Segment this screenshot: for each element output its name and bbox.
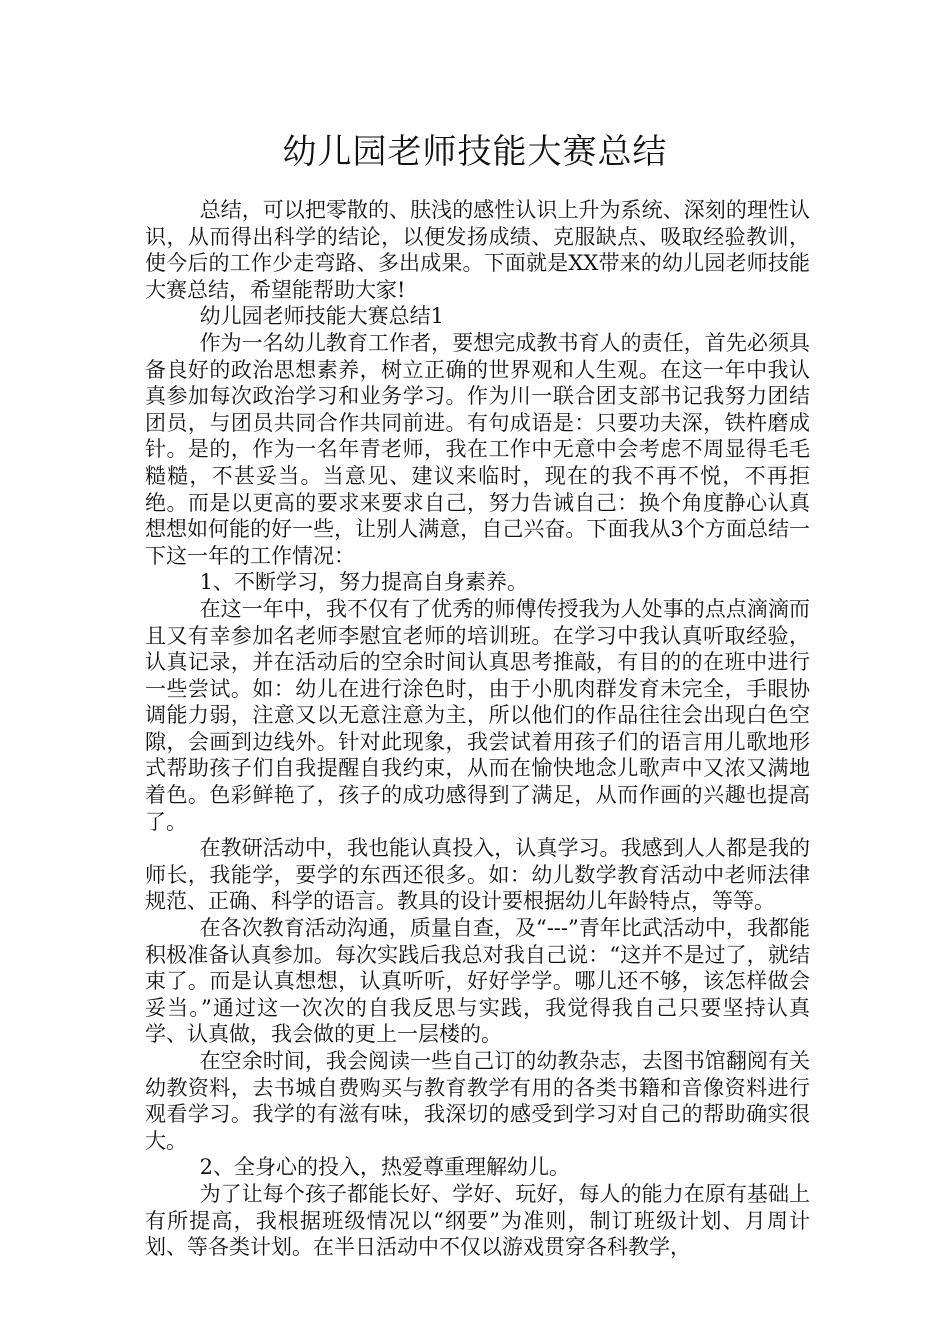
document-title: 幼儿园老师技能大赛总结	[282, 132, 668, 172]
document-body	[145, 197, 810, 1261]
paragraph: 在各次教育活动沟通，质量自查，及“---”青年比武活动中，我都能积极准备认真参加。每次实践后我总对我自己说：“这并不是过了，就结束了。而是认真想想，认真听听，好好学学。哪儿还不够，该怎样做会妥当。”通过这一次次的自我反思与实践，我觉得我自己只要坚持认真学、认真做，我会做的更上一层楼的。	[145, 916, 810, 1047]
subsection-heading: 2、全身心的投入，热爱尊重理解幼儿。	[199, 1155, 570, 1180]
paragraph: 在这一年中，我不仅有了优秀的师傅传授我为人处事的点点滴滴而且又有幸参加名老师李慰宜老师的培训班。在学习中我认真听取经验，认真记录，并在活动后的空余时间认真思考推敲，有目的的在班中进行一些尝试。如：幼儿在进行涂色时，由于小肌肉群发育未完全，手眼协调能力弱，注意又以无意注意为主，所以他们的作品往往会出现白色空隙，会画到边线外。针对此现象，我尝试着用孩子们的语言用儿歌地形式帮助孩子们自我提醒自我约束，从而在愉快地念儿歌声中又浓又满地着色。色彩鲜艳了，孩子的成功感得到了满足，从而作画的兴趣也提高了。	[145, 596, 810, 834]
subsection-heading: 1、不断学习，努力提高自身素养。	[199, 570, 528, 595]
paragraph: 在空余时间，我会阅读一些自己订的幼教杂志，去图书馆翻阅有关幼教资料，去书城自费购买与教育教学有用的各类书籍和音像资料进行观看学习。我学的有滋有味，我深切的感受到学习对自己的帮助确实很大。	[145, 1049, 810, 1153]
paragraph-intro: 总结，可以把零散的、肤浅的感性认识上升为系统、深刻的理性认识，从而得出科学的结论，以便发扬成绩、克服缺点、吸取经验教训，使今后的工作少走弯路、多出成果。下面就是XX带来的幼儿园老师技能大赛总结，希望能帮助大家!	[145, 198, 810, 302]
paragraph: 为了让每个孩子都能长好、学好、玩好，每人的能力在原有基础上有所提高，我根据班级情况以“纲要”为准则，制订班级计划、月周计划、等各类计划。在半日活动中不仅以游戏贯穿各科教学，	[145, 1181, 810, 1260]
paragraph: 在教研活动中，我也能认真投入，认真学习。我感到人人都是我的师长，我能学，要学的东西还很多。如：幼儿数学教育活动中老师法律规范、正确、科学的语言。教具的设计要根据幼儿年龄特点，等等。	[145, 836, 810, 914]
paragraph: 作为一名幼儿教育工作者，要想完成教书育人的责任，首先必须具备良好的政治思想素养，树立正确的世界观和人生观。在这一年中我认真参加每次政治学习和业务学习。作为川一联合团支部书记我努力团结团员，与团员共同合作共同前进。有句成语是：只要功夫深，铁杵磨成针。是的，作为一名年青老师，我在工作中无意中会考虑不周显得毛毛糙糙，不甚妥当。当意见、建议来临时，现在的我不再不悦，不再拒绝。而是以更高的要求来要求自己，努力告诫自己：换个角度静心认真想想如何能的好一些，让别人满意，自己兴奋。下面我从3个方面总结一下这一年的工作情况：	[145, 330, 810, 568]
section-heading: 幼儿园老师技能大赛总结1	[199, 304, 444, 329]
